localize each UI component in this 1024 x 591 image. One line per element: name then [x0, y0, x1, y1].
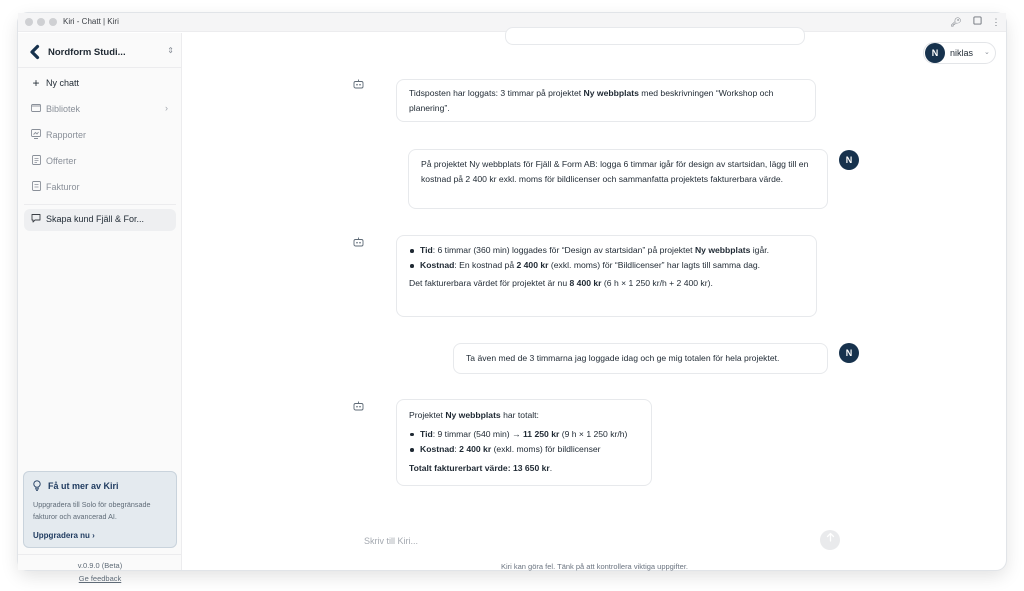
- message-text: : 9 timmar (540 min) →: [432, 428, 523, 439]
- avatar: N: [839, 150, 859, 170]
- message-text-bold: 11 250 kr: [523, 428, 560, 439]
- chat-area: [183, 33, 1006, 570]
- message-text: Projektet: [409, 410, 446, 420]
- sidebar-item-label: Skapa kund Fjäll & For...: [46, 214, 145, 224]
- folder-icon: [30, 103, 42, 115]
- more-vertical-icon[interactable]: ⋮: [991, 17, 1001, 27]
- message-list: [409, 243, 804, 273]
- message-text: igår.: [750, 245, 770, 255]
- chart-icon: [30, 129, 42, 141]
- user-message: [453, 343, 828, 374]
- window-title: Kiri - Chatt | Kiri: [63, 17, 119, 26]
- promo-text: Uppgradera till Solo för obegränsade fakturor och avancerad AI.: [33, 500, 151, 521]
- user-name: niklas: [950, 48, 974, 58]
- bot-icon: [350, 79, 366, 95]
- feedback-link[interactable]: Ge feedback: [78, 574, 122, 583]
- message-text-bold: 2 400 kr: [459, 444, 492, 454]
- avatar: N: [839, 343, 859, 363]
- list-item: [409, 243, 804, 258]
- key-icon[interactable]: 🔑︎: [950, 17, 962, 27]
- message-text: På projektet Ny webbplats för Fjäll & Form AB: logga 6 timmar igår för design av startsidan, lägg till en kostnad på 2 400 kr exkl. moms för bildlicenser och sammanfatta projektets fakturerbara värde.: [421, 159, 809, 184]
- message-text-bold: 13 650 kr: [512, 462, 550, 473]
- message-text-bold: Ny webbplats: [445, 410, 501, 420]
- plus-icon: +: [32, 76, 40, 90]
- version-label: v.0.9.0 (Beta): [77, 561, 123, 570]
- message-text: har totalt:: [500, 410, 539, 420]
- lightbulb-icon: [33, 480, 43, 492]
- message-paragraph: [409, 276, 804, 291]
- list-item: [409, 258, 804, 273]
- chevron-down-icon: ⌄: [984, 49, 990, 56]
- list-item: [409, 427, 639, 443]
- list-item: [409, 442, 639, 458]
- sidebar-item-library[interactable]: [24, 99, 176, 121]
- sidebar-item-label: Offerter: [46, 156, 77, 166]
- message-text-bold: Kostnad: [420, 444, 455, 454]
- send-button[interactable]: [820, 530, 840, 550]
- assistant-message: [396, 399, 652, 486]
- sidebar-item-reports[interactable]: [24, 125, 176, 147]
- previous-message-bubble: [505, 27, 805, 45]
- message-text: : 6 timmar (360 min) loggades för “Design av startsidan” på projektet: [432, 245, 695, 255]
- message-text-bold: Ny webbplats: [694, 245, 751, 255]
- sidebar-item-label: Bibliotek: [46, 104, 81, 114]
- workspace-switcher[interactable]: [24, 41, 176, 65]
- upgrade-promo-card: [23, 471, 177, 548]
- message-text: :: [454, 444, 460, 454]
- message-text: .: [549, 462, 553, 473]
- sidebar-item-new-chat[interactable]: [24, 73, 176, 95]
- document-icon: [30, 155, 42, 167]
- bot-icon: [350, 237, 366, 253]
- message-text-bold: 8 400 kr: [569, 278, 602, 288]
- message-composer: [358, 529, 838, 553]
- arrow-up-icon: [826, 534, 835, 545]
- sidebar-item-label: Rapporter: [46, 130, 87, 140]
- message-text: Det fakturerbara värdet för projektet är nu: [409, 278, 570, 288]
- close-window-button[interactable]: [25, 18, 33, 26]
- app-window: [18, 13, 1006, 583]
- message-text-bold: Totalt fakturerbart värde:: [409, 462, 513, 473]
- chevron-up-down-icon: ⇕: [167, 46, 174, 55]
- message-text-bold: 2 400 kr: [516, 260, 549, 270]
- message-text: med beskrivningen “Workshop och planering”.: [409, 88, 774, 113]
- chevron-right-icon: ›: [92, 531, 95, 540]
- message-text-bold: Kostnad: [420, 260, 455, 270]
- message-text: (exkl. moms) för “Bildlicenser” har lagts till samma dag.: [548, 260, 761, 270]
- message-paragraph: [409, 408, 639, 424]
- message-text-bold: Tid: [420, 428, 433, 439]
- sidebar: [18, 33, 182, 583]
- assistant-message: [396, 235, 817, 317]
- extension-icon[interactable]: [971, 16, 983, 28]
- chevron-right-icon: ›: [165, 103, 168, 113]
- message-text: (6 h × 1 250 kr/h + 2 400 kr).: [601, 278, 713, 288]
- disclaimer-text: Kiri kan göra fel. Tänk på att kontrollera viktiga uppgifter.: [500, 562, 689, 571]
- divider: [18, 67, 182, 68]
- sidebar-item-invoices[interactable]: [24, 177, 176, 199]
- message-text: (9 h × 1 250 kr/h): [559, 428, 628, 439]
- user-menu[interactable]: [923, 42, 996, 64]
- workspace-name: Nordform Studi...: [48, 47, 126, 58]
- message-text: Tidsposten har loggats: 3 timmar på projektet: [409, 88, 584, 98]
- message-text-bold: Tid: [420, 245, 433, 255]
- upgrade-link[interactable]: [33, 531, 95, 540]
- sidebar-item-label: Ny chatt: [46, 78, 80, 88]
- sidebar-item-label: Fakturor: [46, 182, 80, 192]
- message-list: [409, 427, 639, 458]
- maximize-window-button[interactable]: [49, 18, 57, 26]
- upgrade-link-label: Uppgradera nu: [33, 531, 90, 540]
- message-text: (exkl. moms) för bildlicenser: [491, 444, 601, 454]
- message-text: Ta även med de 3 timmarna jag loggade idag och ge mig totalen för hela projektet.: [466, 353, 780, 363]
- sidebar-chat-item[interactable]: [24, 209, 176, 231]
- message-text-bold: Ny webbplats: [583, 88, 639, 98]
- invoice-icon: [30, 181, 42, 193]
- divider: [24, 204, 176, 205]
- minimize-window-button[interactable]: [37, 18, 45, 26]
- message-paragraph: [409, 461, 639, 477]
- message-text: : En kostnad på: [454, 260, 517, 270]
- kiri-logo-icon: [28, 45, 42, 59]
- bot-icon: [350, 401, 366, 417]
- message-input[interactable]: [358, 529, 798, 553]
- divider: [18, 554, 182, 555]
- sidebar-item-offers[interactable]: [24, 151, 176, 173]
- chat-bubble-icon: [30, 213, 42, 225]
- avatar: N: [925, 43, 945, 63]
- assistant-message: [396, 79, 816, 122]
- promo-title: Få ut mer av Kiri: [48, 481, 119, 491]
- user-message: [408, 149, 828, 209]
